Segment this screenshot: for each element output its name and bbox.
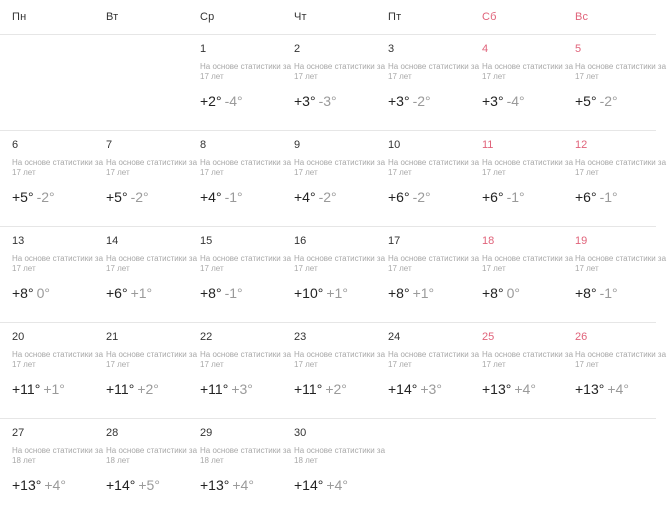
min-temperature: +4° <box>232 477 254 493</box>
statistics-note: На основе статистики за 17 лет <box>200 62 292 81</box>
temperature-range <box>200 285 243 301</box>
max-temperature: +4° <box>294 189 316 205</box>
max-temperature: +13° <box>575 381 605 397</box>
temperature-range <box>575 381 629 397</box>
day-cell[interactable] <box>12 323 106 418</box>
temperature-range <box>388 381 442 397</box>
temperature-range <box>482 93 525 109</box>
day-number: 19 <box>575 235 588 247</box>
statistics-note: На основе статистики за 17 лет <box>388 254 480 273</box>
day-cell[interactable] <box>200 35 294 130</box>
day-number: 5 <box>575 43 582 55</box>
temperature-range <box>575 93 618 109</box>
day-number: 13 <box>12 235 25 247</box>
statistics-note: На основе статистики за 17 лет <box>388 158 480 177</box>
max-temperature: +5° <box>575 93 597 109</box>
day-number: 7 <box>106 139 113 151</box>
day-cell[interactable] <box>388 131 482 226</box>
min-temperature: -4° <box>224 93 243 109</box>
day-number: 9 <box>294 139 301 151</box>
min-temperature: +2° <box>137 381 159 397</box>
weekday-label: Пн <box>12 11 27 23</box>
day-cell[interactable] <box>294 419 388 514</box>
weekday-label: Чт <box>294 11 307 23</box>
max-temperature: +2° <box>200 93 222 109</box>
calendar-week-row <box>0 227 667 323</box>
day-number: 21 <box>106 331 119 343</box>
min-temperature: -1° <box>224 285 243 301</box>
day-cell[interactable] <box>388 35 482 130</box>
min-temperature: +3° <box>231 381 253 397</box>
max-temperature: +13° <box>482 381 512 397</box>
day-number: 28 <box>106 427 119 439</box>
min-temperature: +1° <box>130 285 153 301</box>
day-cell[interactable] <box>106 419 200 514</box>
day-number: 16 <box>294 235 307 247</box>
day-cell[interactable] <box>482 227 576 322</box>
temperature-range <box>106 381 159 397</box>
min-temperature: -1° <box>224 189 243 205</box>
temperature-range <box>294 93 337 109</box>
day-cell[interactable] <box>106 227 200 322</box>
temperature-range <box>482 285 520 301</box>
temperature-range <box>388 189 431 205</box>
max-temperature: +8° <box>388 285 410 301</box>
max-temperature: +6° <box>106 285 128 301</box>
day-number: 17 <box>388 235 401 247</box>
temperature-range <box>200 93 243 109</box>
min-temperature: +5° <box>138 477 160 493</box>
statistics-note: На основе статистики за 17 лет <box>388 62 480 81</box>
temperature-range <box>482 381 536 397</box>
statistics-note: На основе статистики за 17 лет <box>482 62 574 81</box>
max-temperature: +3° <box>482 93 504 109</box>
min-temperature: +4° <box>514 381 536 397</box>
temperature-range <box>482 189 525 205</box>
temperature-range <box>294 189 337 205</box>
day-cell[interactable] <box>294 323 388 418</box>
statistics-note: На основе статистики за 17 лет <box>575 158 667 177</box>
calendar-week-row <box>0 323 667 419</box>
max-temperature: +11° <box>294 381 323 397</box>
max-temperature: +3° <box>388 93 410 109</box>
day-number: 1 <box>200 43 207 55</box>
max-temperature: +14° <box>106 477 136 493</box>
day-number: 20 <box>12 331 25 343</box>
day-number: 29 <box>200 427 213 439</box>
day-number: 26 <box>575 331 588 343</box>
day-cell[interactable] <box>482 323 576 418</box>
statistics-note: На основе статистики за 17 лет <box>106 158 198 177</box>
statistics-note: На основе статистики за 17 лет <box>294 254 386 273</box>
calendar-week-row <box>0 35 667 131</box>
min-temperature: +2° <box>325 381 347 397</box>
temperature-range <box>388 93 431 109</box>
temperature-range <box>106 477 160 493</box>
calendar-week-row <box>0 419 656 514</box>
min-temperature: +1° <box>326 285 348 301</box>
day-number: 10 <box>388 139 401 151</box>
statistics-note: На основе статистики за 17 лет <box>482 254 574 273</box>
day-number: 23 <box>294 331 307 343</box>
max-temperature: +11° <box>200 381 229 397</box>
min-temperature: -2° <box>318 189 337 205</box>
statistics-note: На основе статистики за 17 лет <box>106 350 198 369</box>
min-temperature: +4° <box>44 477 66 493</box>
max-temperature: +14° <box>388 381 418 397</box>
statistics-note: На основе статистики за 18 лет <box>12 446 104 465</box>
temperature-range <box>106 189 149 205</box>
temperature-range <box>12 381 65 397</box>
day-number: 11 <box>482 139 494 151</box>
day-number: 3 <box>388 43 395 55</box>
day-cell[interactable] <box>200 131 294 226</box>
statistics-note: На основе статистики за 17 лет <box>482 350 574 369</box>
day-cell[interactable] <box>294 227 388 322</box>
statistics-note: На основе статистики за 17 лет <box>388 350 480 369</box>
day-cell[interactable] <box>12 419 106 514</box>
max-temperature: +11° <box>12 381 41 397</box>
max-temperature: +5° <box>12 189 34 205</box>
min-temperature: +4° <box>326 477 348 493</box>
statistics-note: На основе статистики за 17 лет <box>575 254 667 273</box>
statistics-note: На основе статистики за 17 лет <box>294 62 386 81</box>
max-temperature: +8° <box>12 285 34 301</box>
max-temperature: +13° <box>200 477 230 493</box>
min-temperature: +4° <box>607 381 629 397</box>
min-temperature: -4° <box>506 93 525 109</box>
temperature-range <box>294 285 348 301</box>
max-temperature: +14° <box>294 477 324 493</box>
temperature-range <box>200 189 243 205</box>
day-cell[interactable] <box>200 323 294 418</box>
statistics-note: На основе статистики за 17 лет <box>294 350 386 369</box>
calendar-week-row <box>0 131 667 227</box>
statistics-note: На основе статистики за 17 лет <box>575 62 667 81</box>
max-temperature: +11° <box>106 381 135 397</box>
statistics-note: На основе статистики за 17 лет <box>12 350 104 369</box>
statistics-note: На основе статистики за 17 лет <box>482 158 574 177</box>
day-cell[interactable] <box>388 323 482 418</box>
statistics-note: На основе статистики за 17 лет <box>575 350 667 369</box>
day-number: 15 <box>200 235 213 247</box>
max-temperature: +6° <box>575 189 597 205</box>
min-temperature: -2° <box>599 93 618 109</box>
day-number: 2 <box>294 43 301 55</box>
temperature-range <box>106 285 152 301</box>
day-cell[interactable] <box>482 35 576 130</box>
day-cell[interactable] <box>575 323 669 418</box>
day-cell[interactable] <box>200 419 294 514</box>
min-temperature: -2° <box>130 189 149 205</box>
statistics-note: На основе статистики за 18 лет <box>200 446 292 465</box>
day-number: 18 <box>482 235 495 247</box>
temperature-range <box>294 477 348 493</box>
day-number: 24 <box>388 331 401 343</box>
min-temperature: -2° <box>412 93 431 109</box>
day-number: 30 <box>294 427 307 439</box>
statistics-note: На основе статистики за 17 лет <box>294 158 386 177</box>
temperature-range <box>200 477 254 493</box>
day-number: 25 <box>482 331 495 343</box>
temperature-range <box>12 285 50 301</box>
day-number: 4 <box>482 43 489 55</box>
temperature-range <box>575 285 618 301</box>
day-cell[interactable] <box>575 35 669 130</box>
temperature-range <box>294 381 347 397</box>
max-temperature: +3° <box>294 93 316 109</box>
min-temperature: 0° <box>506 285 520 301</box>
day-number: 22 <box>200 331 213 343</box>
min-temperature: +3° <box>420 381 442 397</box>
weekday-label: Сб <box>482 11 497 23</box>
statistics-note: На основе статистики за 17 лет <box>200 158 292 177</box>
statistics-note: На основе статистики за 17 лет <box>12 158 104 177</box>
day-number: 12 <box>575 139 588 151</box>
max-temperature: +8° <box>200 285 222 301</box>
max-temperature: +10° <box>294 285 324 301</box>
max-temperature: +5° <box>106 189 128 205</box>
weekday-label: Ср <box>200 11 215 23</box>
min-temperature: +1° <box>412 285 435 301</box>
min-temperature: +1° <box>43 381 65 397</box>
day-cell[interactable] <box>482 131 576 226</box>
max-temperature: +4° <box>200 189 222 205</box>
statistics-note: На основе статистики за 17 лет <box>106 254 198 273</box>
min-temperature: 0° <box>36 285 50 301</box>
max-temperature: +8° <box>482 285 504 301</box>
day-cell[interactable] <box>12 131 106 226</box>
day-cell[interactable] <box>575 131 669 226</box>
temperature-range <box>200 381 253 397</box>
day-number: 8 <box>200 139 207 151</box>
statistics-note: На основе статистики за 18 лет <box>294 446 386 465</box>
temperature-range <box>12 189 55 205</box>
day-cell[interactable] <box>200 227 294 322</box>
weekday-label: Пт <box>388 11 402 23</box>
weekday-header <box>0 0 656 35</box>
day-cell[interactable] <box>575 227 669 322</box>
statistics-note: На основе статистики за 17 лет <box>200 350 292 369</box>
day-cell[interactable] <box>294 35 388 130</box>
min-temperature: -1° <box>506 189 525 205</box>
min-temperature: -1° <box>599 189 618 205</box>
day-cell[interactable] <box>106 323 200 418</box>
temperature-range <box>575 189 618 205</box>
max-temperature: +6° <box>482 189 504 205</box>
statistics-note: На основе статистики за 17 лет <box>12 254 104 273</box>
min-temperature: -2° <box>36 189 55 205</box>
weekday-label: Вс <box>575 11 589 23</box>
min-temperature: -2° <box>412 189 431 205</box>
day-number: 27 <box>12 427 25 439</box>
max-temperature: +13° <box>12 477 42 493</box>
day-number: 14 <box>106 235 119 247</box>
temperature-range <box>388 285 434 301</box>
day-cell[interactable] <box>388 227 482 322</box>
min-temperature: -1° <box>599 285 618 301</box>
max-temperature: +6° <box>388 189 410 205</box>
day-cell[interactable] <box>12 227 106 322</box>
day-number: 6 <box>12 139 19 151</box>
day-cell[interactable] <box>106 131 200 226</box>
min-temperature: -3° <box>318 93 337 109</box>
max-temperature: +8° <box>575 285 597 301</box>
day-cell[interactable] <box>294 131 388 226</box>
statistics-note: На основе статистики за 17 лет <box>200 254 292 273</box>
temperature-range <box>12 477 66 493</box>
statistics-note: На основе статистики за 18 лет <box>106 446 198 465</box>
weekday-label: Вт <box>106 11 119 23</box>
